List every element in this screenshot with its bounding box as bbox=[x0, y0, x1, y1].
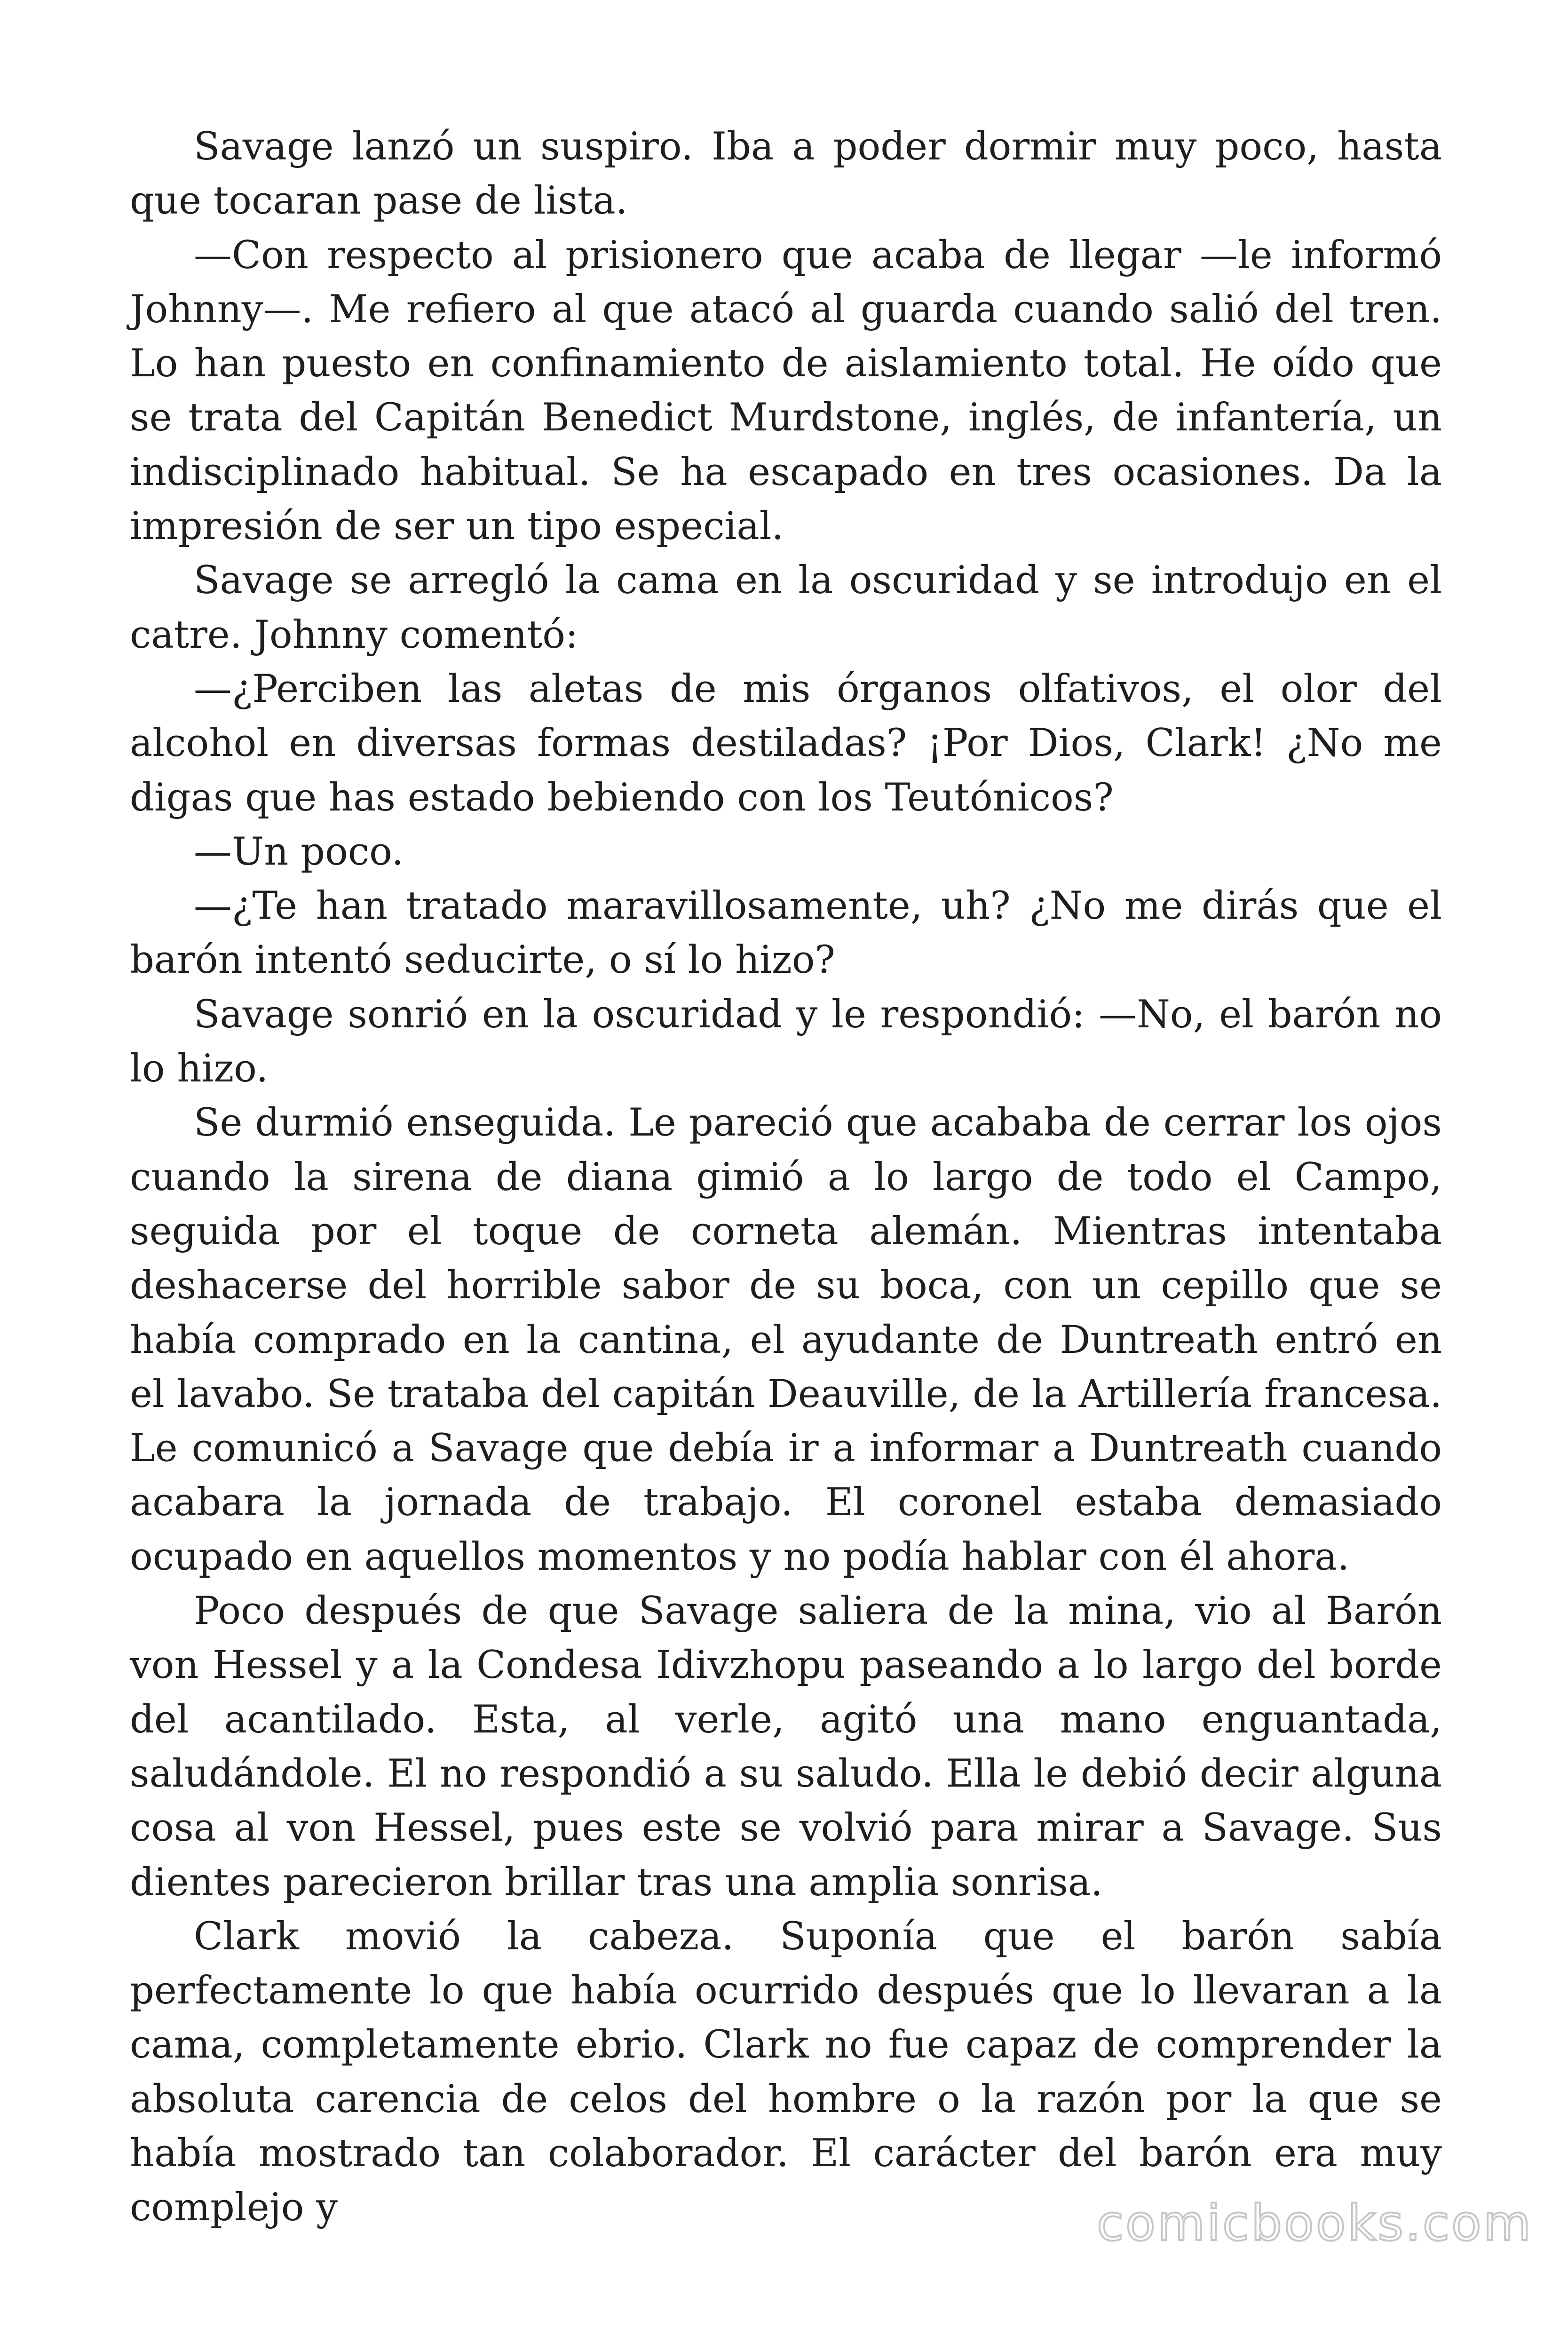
paragraph-7: Savage sonrió en la oscuridad y le respondió: —No, el barón no lo hizo. bbox=[130, 992, 1442, 1091]
paragraph-6: —¿Te han tratado maravillosamente, uh? ¿No me dirás que el barón intentó seducirte, o sí lo hizo? bbox=[130, 884, 1442, 983]
paragraph-2: —Con respecto al prisionero que acaba de llegar —le informó Johnny—. Me refiero al que atacó al guarda cuando salió del tren. Lo han puesto en confinamiento de aislamiento total. He oído que se trata del Capitán Benedict Murdstone, inglés, de infantería, un indisciplinado habitual. Se ha escapado en tres ocasiones. Da la impresión de ser un tipo especial. bbox=[130, 233, 1442, 549]
paragraph-4: —¿Perciben las aletas de mis órganos olfativos, el olor del alcohol en diversas formas destiladas? ¡Por Dios, Clark! ¿No me digas que has estado bebiendo con los Teutónicos? bbox=[130, 667, 1442, 820]
book-page-text bbox=[130, 120, 1442, 2235]
paragraph-3: Savage se arregló la cama en la oscuridad y se introdujo en el catre. Johnny comentó: bbox=[130, 558, 1442, 657]
paragraph-10: Clark movió la cabeza. Suponía que el barón sabía perfectamente lo que había ocurrido después que lo llevaran a la cama, completamente ebrio. Clark no fue capaz de comprender la absoluta carencia de celos del hombre o la razón por la que se había mostrado tan colaborador. El carácter del barón era muy complejo y bbox=[130, 1914, 1442, 2230]
paragraph-5: —Un poco. bbox=[194, 829, 404, 874]
paragraph-9: Poco después de que Savage saliera de la mina, vio al Barón von Hessel y a la Condesa Idivzhopu paseando a lo largo del borde del acantilado. Esta, al verle, agitó una mano enguantada, saludándole. El no respondió a su saludo. Ella le debió decir alguna cosa al von Hessel, pues este se volvió para mirar a Savage. Sus dientes parecieron brillar tras una amplia sonrisa. bbox=[130, 1589, 1442, 1905]
watermark: comicbooks.com bbox=[1096, 2194, 1533, 2252]
paragraph-8: Se durmió enseguida. Le pareció que acababa de cerrar los ojos cuando la sirena de diana gimió a lo largo de todo el Campo, seguida por el toque de corneta alemán. Mientras intentaba deshacerse del horrible sabor de su boca, con un cepillo que se había comprado en la cantina, el ayudante de Duntreath entró en el lavabo. Se trataba del capitán Deauville, de la Artillería francesa. Le comunicó a Savage que debía ir a informar a Duntreath cuando acabara la jornada de trabajo. El coronel estaba demasiado ocupado en aquellos momentos y no podía hablar con él ahora. bbox=[130, 1101, 1442, 1579]
paragraph-1: Savage lanzó un suspiro. Iba a poder dormir muy poco, hasta que tocaran pase de lista. bbox=[130, 125, 1442, 223]
